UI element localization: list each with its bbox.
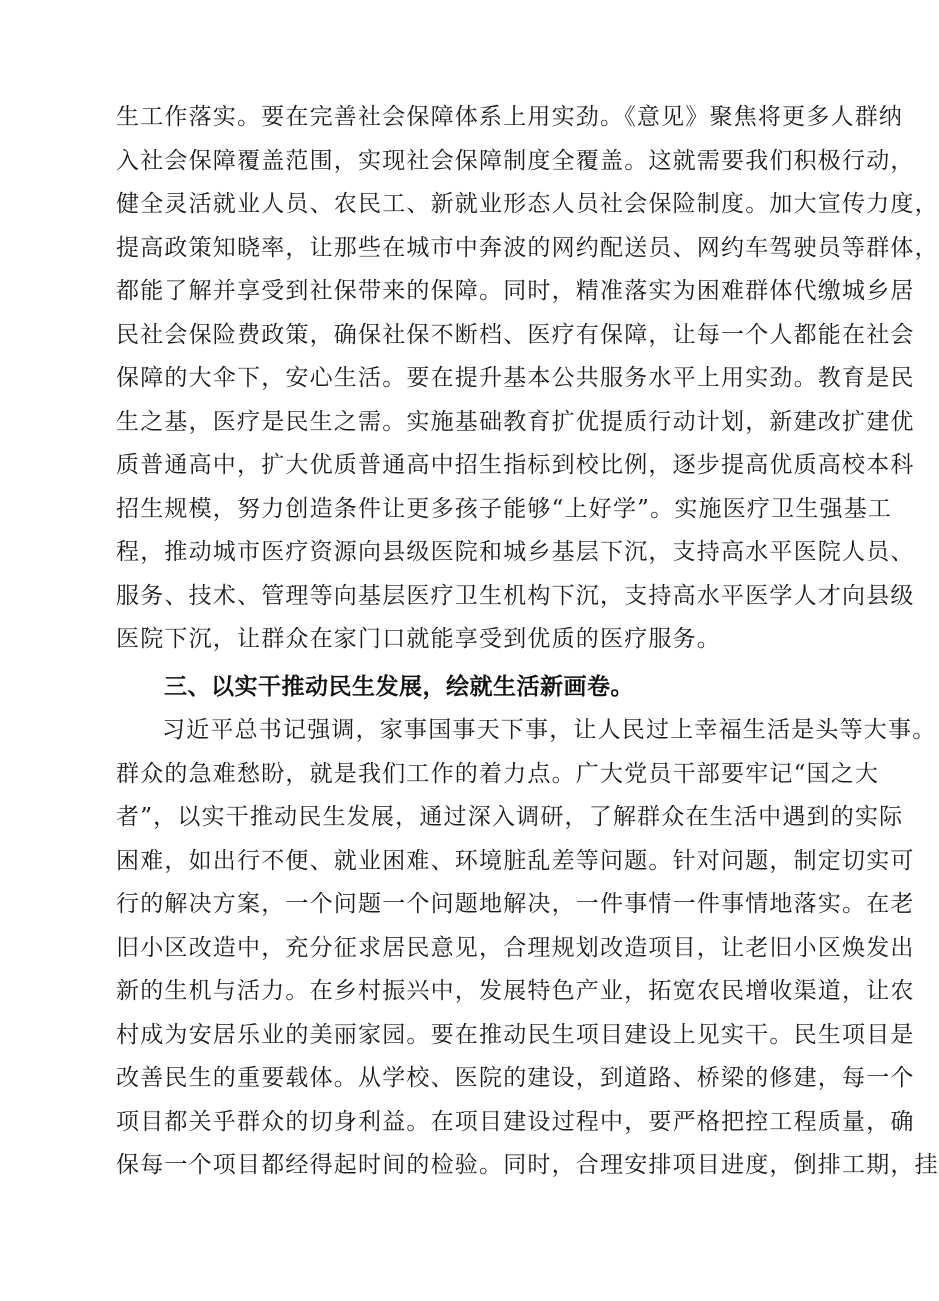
text-line: 提高政策知晓率，让那些在城市中奔波的网约配送员、网约车驾驶员等群体，: [116, 234, 939, 261]
text-line: 新的生机与活力。在乡村振兴中，发展特色产业，拓宽农民增收渠道，让农: [116, 978, 915, 1004]
text-line: 都能了解并享受到社保带来的保障。同时，精准落实为困难群体代缴城乡居: [116, 278, 915, 304]
text-line: 质普通高中，扩大优质普通高中招生指标到校比例，逐步提高优质高校本科: [116, 452, 915, 478]
text-line: 项目都关乎群众的切身利益。在项目建设过程中，要严格把控工程质量，确: [116, 1108, 915, 1135]
text-line: 服务、技术、管理等向基层医疗卫生机构下沉，支持高水平医学人才向县级: [116, 582, 915, 609]
text-line: 改善民生的重要载体。从学校、医院的建设，到道路、桥梁的修建，每一个: [116, 1065, 915, 1091]
paragraph-social-security: [116, 96, 939, 662]
text-line: 旧小区改造中，充分征求居民意见，合理规划改造项目，让老旧小区焕发出: [116, 934, 915, 961]
text-line: 程，推动城市医疗资源向县级医院和城乡基层下沉，支持高水平医院人员、: [116, 539, 915, 565]
text-line: 习近平总书记强调，家事国事天下事，让人民过上幸福生活是头等大事。: [162, 717, 937, 743]
text-line: 保每一个项目都经得起时间的检验。同时，合理安排项目进度，倒排工期，挂: [116, 1152, 939, 1178]
text-line: 健全灵活就业人员、农民工、新就业形态人员社会保险制度。加大宣传力度，: [116, 191, 939, 217]
text-line: 医院下沉，让群众在家门口就能享受到优质的医疗服务。: [116, 626, 721, 652]
text-line: 困难，如出行不便、就业困难、环境脏乱差等问题。针对问题，制定切实可: [116, 847, 915, 874]
text-line: 者”，以实干推动民生发展，通过深入调研，了解群众在生活中遇到的实际: [116, 804, 904, 830]
text-line: 村成为安居乐业的美丽家园。要在推动民生项目建设上见实干。民生项目是: [116, 1021, 915, 1048]
text-line: 入社会保障覆盖范围，实现社会保障制度全覆盖。这就需要我们积极行动，: [116, 147, 915, 174]
text-line: 招生规模，努力创造条件让更多孩子能够“上好学”。实施医疗卫生强基工: [116, 495, 893, 522]
text-line: 民社会保险费政策，确保社保不断档、医疗有保障，让每一个人都能在社会: [116, 321, 915, 348]
section-heading: 三、以实干推动民生发展，绘就生活新画卷。: [164, 674, 634, 700]
text-line: 生之基，医疗是民生之需。实施基础教育扩优提质行动计划，新建改扩建优: [116, 408, 915, 435]
text-line: 生工作落实。要在完善社会保障体系上用实劲。《意见》聚焦将更多人群纳: [116, 104, 904, 130]
text-line: 群众的急难愁盼，就是我们工作的着力点。广大党员干部要牢记“国之大: [116, 760, 880, 787]
paragraph-livelihood-development: [116, 709, 939, 1188]
text-line: 保障的大伞下，安心生活。要在提升基本公共服务水平上用实劲。教育是民: [116, 365, 915, 391]
text-line: 行的解决方案，一个问题一个问题地解决，一件事情一件事情地落实。在老: [116, 891, 915, 917]
